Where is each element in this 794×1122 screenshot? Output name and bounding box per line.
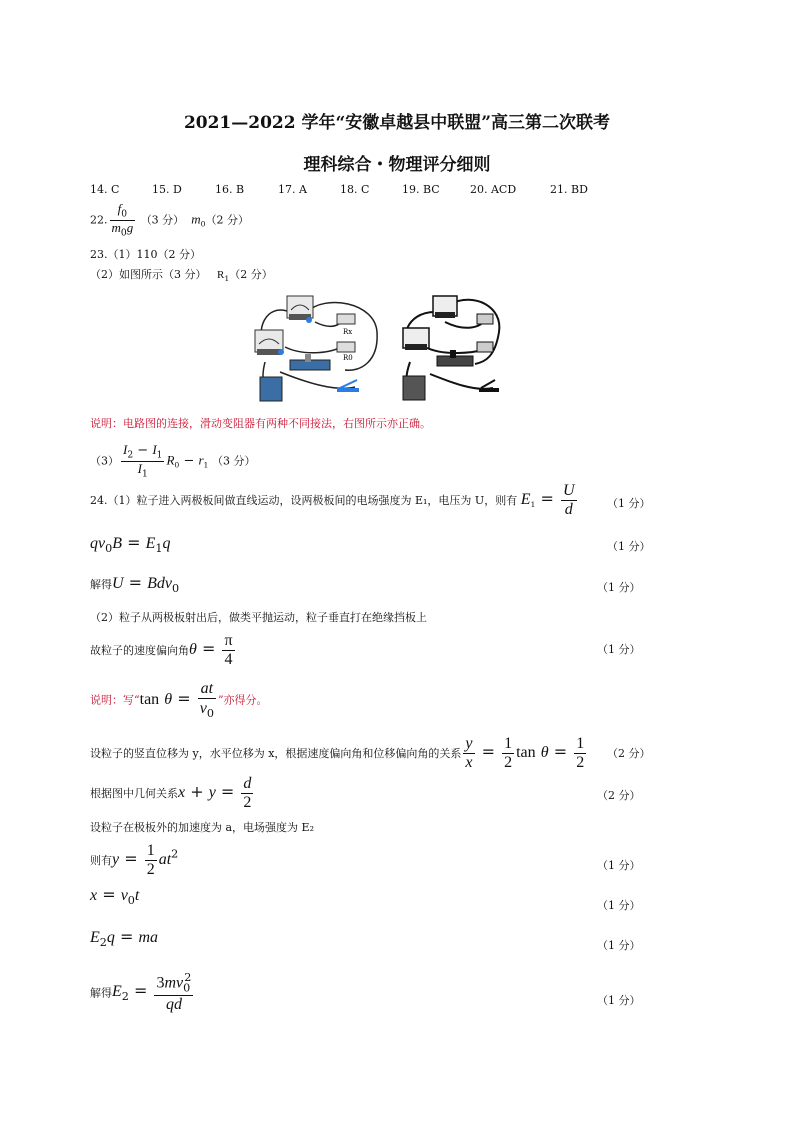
q24-line12: 解得$E_2$ = $\frac{3mv_0^2}{qd}$: [90, 971, 192, 1014]
choice-answer: 15. D: [152, 183, 182, 196]
q24-line8: 设粒子在极板外的加速度为 a，电场强度为 E₂: [90, 821, 314, 834]
score: （2 分）: [607, 747, 651, 760]
score: （2 分）: [597, 789, 641, 802]
q23-part2: （2）如图所示（3 分） $R_1(2$ 分）: [90, 268, 273, 284]
document-title: 2021—2022 学年“安徽卓越县中联盟”高三第二次联考: [183, 113, 611, 133]
q23-note: 说明：电路图的连接，滑动变阻器有两种不同接法，右图所示亦正确。: [90, 417, 431, 430]
choice-answer: 17. A: [278, 183, 307, 196]
choice-answer: 14. C: [90, 183, 120, 196]
q22-answer: 22. $\frac{f_0}{m_0g}$ （3 分） $m_0(2$ 分）: [90, 201, 249, 239]
choice-answer: 21. BD: [550, 183, 588, 196]
q24-eq-e1: $\frac{U}{d}$: [562, 482, 575, 519]
q24-line5: 故粒子的速度偏向角θ = $\frac{\pi}{4}$: [90, 632, 233, 669]
document-subtitle: 理科综合・物理评分细则: [303, 155, 491, 175]
q24-line9: 则有y = $\frac{1}{2}$ $at^2$: [90, 842, 179, 879]
score: （1 分）: [597, 643, 641, 656]
score: （1 分）: [597, 939, 641, 952]
score: （3 分）: [140, 213, 185, 227]
q24-eq-x: $x = v_0t$: [90, 885, 140, 908]
question-number: 22.: [90, 213, 108, 227]
choice-answer: 16. B: [215, 183, 245, 196]
q24-line3: 解得U = Bdv$_0$: [90, 573, 180, 596]
circuit-diagram-right: [395, 292, 507, 404]
q24-eq-force-balance: $qv_0B = E_1q$: [90, 533, 171, 556]
q23-part3: （3） $\frac{I_2 - I_1}{I_1}$ $R_0 - r_1$ （3 分）: [90, 442, 256, 480]
resistor-label-rx: Rx: [343, 328, 353, 336]
q24-eq-newton: $E_2q$ = ma: [90, 927, 159, 950]
score: （1 分）: [607, 497, 651, 510]
choice-answer: 18. C: [340, 183, 370, 196]
choice-answer: 19. BC: [402, 183, 440, 196]
q24-line1: 24.（1）粒子进入两极板间做直线运动，设两极板间的电场强度为 E₁，电压为 U，则有 $E_1$ = $\frac{U}{d}$: [90, 482, 575, 519]
q24-line6: 设粒子的竖直位移为 y，水平位移为 x，根据速度偏向角和位移偏向角的关系 $\frac{y}{x}$ = $\frac{1}{2}$ tan θ = $\frac{1}{2}$: [90, 735, 585, 772]
q23-formula: $\frac{I_2 - I_1}{I_1}$: [123, 442, 163, 480]
score: （1 分）: [597, 859, 641, 872]
score: （1 分）: [607, 540, 651, 553]
score: （1 分）: [597, 581, 641, 594]
q24-eq-theta: $\frac{\pi}{4}$: [224, 632, 233, 669]
choice-answer: 20. ACD: [470, 183, 517, 196]
q24-line4: （2）粒子从两极板射出后，做类平抛运动，粒子垂直打在绝缘挡板上: [90, 611, 427, 624]
resistor-label-r0: R0: [343, 354, 353, 362]
score: （1 分）: [597, 994, 641, 1007]
q24-note: 说明：写“tan θ = $\frac{at}{v_0}$ ”亦得分。: [90, 680, 268, 721]
score: （2 分）: [205, 213, 249, 227]
score: （1 分）: [597, 899, 641, 912]
q24-line7: 根据图中几何关系x + y = $\frac{d}{2}$: [90, 775, 252, 812]
q22-fraction: $\frac{f_0}{m_0g}$: [111, 201, 134, 239]
q23-part1: 23.（1）110（2 分）: [90, 248, 201, 261]
circuit-diagram-left: [245, 292, 385, 404]
score: （3 分）: [211, 454, 256, 468]
